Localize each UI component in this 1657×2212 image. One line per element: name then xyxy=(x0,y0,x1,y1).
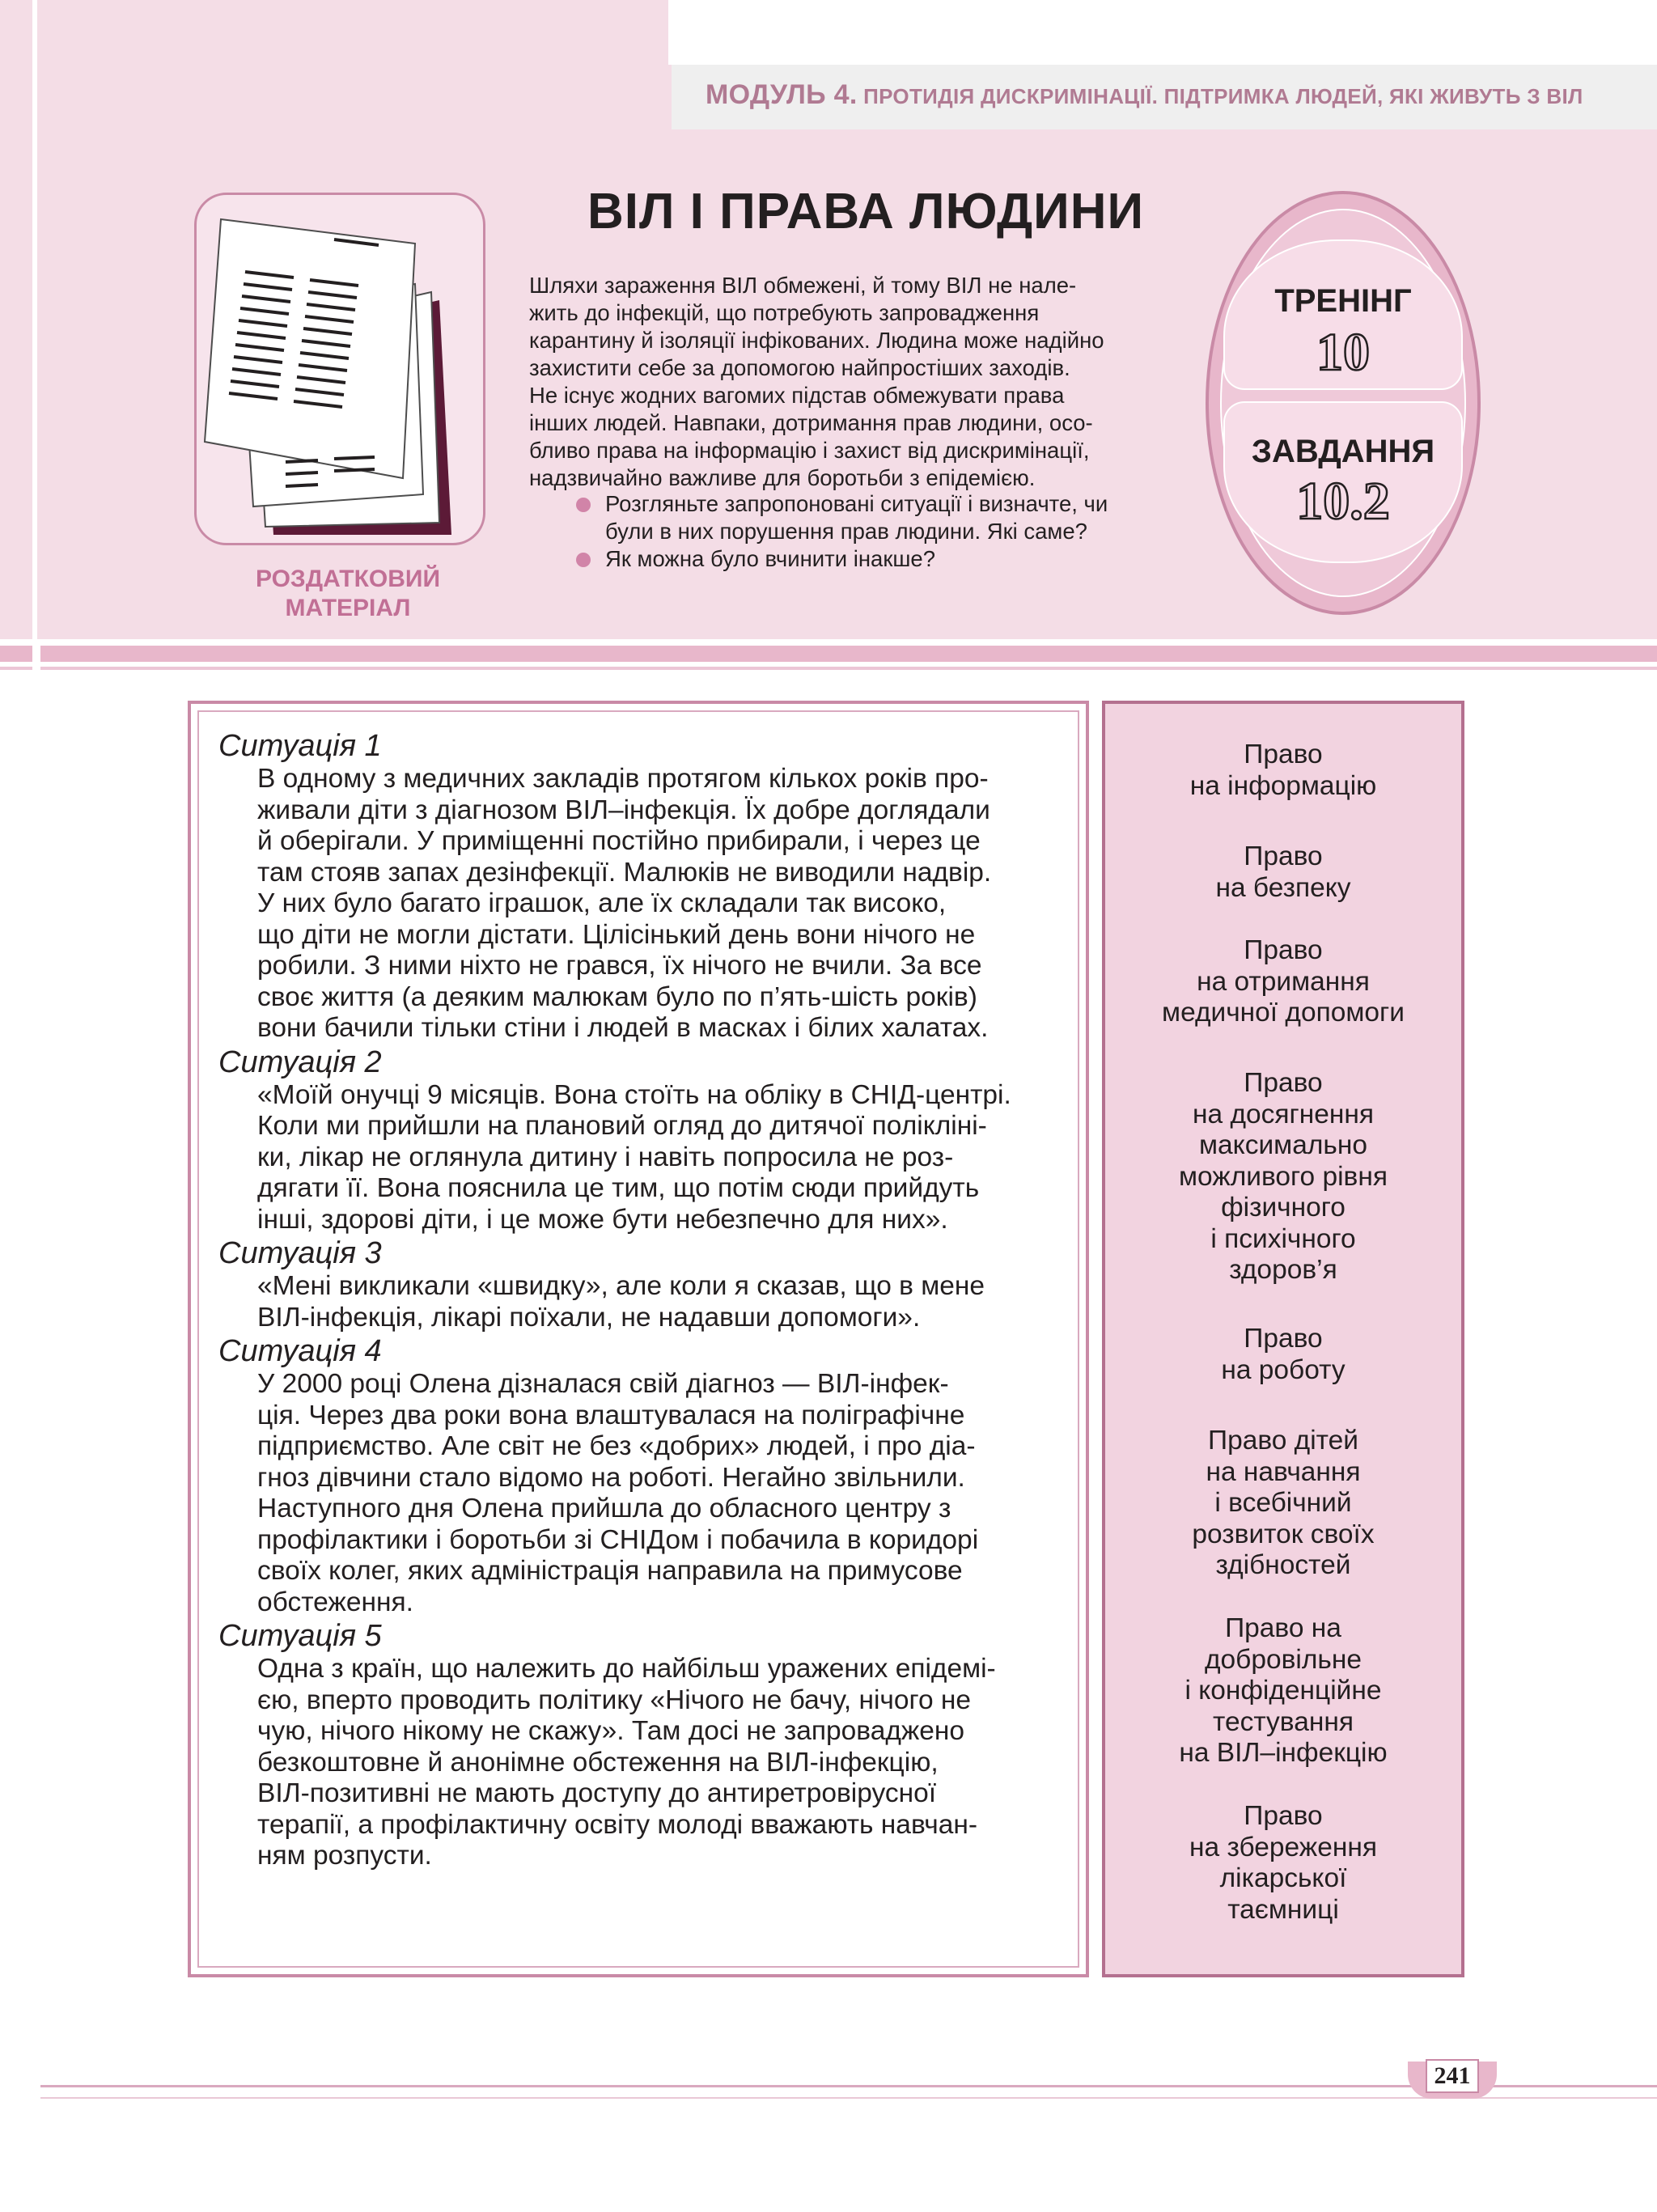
divider-stripe xyxy=(0,667,1657,670)
margin-rule xyxy=(32,0,37,639)
situation-5 xyxy=(218,1618,1055,1872)
situation-line: вони бачили тільки стіни і людей в масках і білих халатах. xyxy=(257,1013,989,1043)
right-line: і конфіденційне xyxy=(1184,1676,1382,1706)
situation-line: своїх колег, яких адміністрація направила на примусове xyxy=(257,1556,963,1586)
situation-line: обстеження. xyxy=(257,1587,413,1617)
situation-line: У 2000 році Олена дізналася свій діагноз — ВІЛ-інфек- xyxy=(257,1369,949,1399)
right-line: Право xyxy=(1244,1324,1323,1354)
right-line: Право xyxy=(1244,1801,1323,1831)
handout-label-line1: РОЗДАТКОВИЙ xyxy=(255,566,441,592)
handout-label xyxy=(186,565,510,623)
intro-line: інших людей. Навпаки, дотримання прав людини, осо- xyxy=(529,410,1093,435)
intro-line: жить до інфекцій, що потребують запровадження xyxy=(529,300,1040,325)
page-title: ВІЛ І ПРАВА ЛЮДИНИ xyxy=(587,184,1145,239)
right-line: і психічного xyxy=(1210,1223,1356,1254)
task-number: 10.2 xyxy=(1296,472,1390,531)
situation-2 xyxy=(218,1045,1055,1236)
situation-3 xyxy=(218,1235,1055,1333)
right-item xyxy=(1105,1613,1461,1769)
bullet-line: були в них порушення прав людини. Які саме? xyxy=(605,519,1087,544)
module-prefix: МОДУЛЬ 4. xyxy=(706,79,858,110)
right-item xyxy=(1105,1324,1461,1386)
right-line: таємниці xyxy=(1227,1894,1339,1925)
situation-line: ВІЛ-позитивні не мають доступу до антиретровірусної xyxy=(257,1778,937,1808)
margin-rule xyxy=(668,0,673,65)
situations-list xyxy=(218,728,1055,1872)
header-band-cutout xyxy=(672,0,1657,65)
right-item xyxy=(1105,1068,1461,1286)
situation-line: профілактики і боротьби зі СНІДом і побачила в коридорі xyxy=(257,1524,979,1555)
module-heading xyxy=(706,79,1583,111)
situation-heading: Ситуація 4 xyxy=(218,1334,382,1368)
right-line: можливого рівня xyxy=(1179,1161,1388,1192)
handout-label-line2: МАТЕРІАЛ xyxy=(285,595,411,621)
situation-line: єю, вперто проводить політику «Нічого не бачу, нічого не xyxy=(257,1684,972,1715)
intro-line: карантину й ізоляції інфікованих. Людина може надійно xyxy=(529,328,1104,353)
intro-line: Не існує жодних вагомих підстав обмежувати права xyxy=(529,383,1065,408)
right-line: Право дітей xyxy=(1207,1426,1358,1456)
situation-line: своє життя (а деяким малюкам було по п’ять-шість років) xyxy=(257,981,977,1012)
situation-line: безкоштовне й анонімне обстеження на ВІЛ-інфекцію, xyxy=(257,1747,939,1778)
bullet-dot-icon xyxy=(576,553,591,567)
right-line: на роботу xyxy=(1221,1354,1346,1385)
stripe-gap xyxy=(32,639,40,672)
task-label: ЗАВДАННЯ xyxy=(1251,434,1435,469)
situation-heading: Ситуація 2 xyxy=(218,1045,382,1079)
situation-line: підприємство. Але світ не без «добрих» людей, і про діа- xyxy=(257,1431,976,1461)
right-line: розвиток своїх xyxy=(1192,1519,1375,1549)
right-item xyxy=(1105,935,1461,1029)
situation-line: ція. Через два роки вона влаштувалася на поліграфічне xyxy=(257,1400,965,1430)
intro-text xyxy=(529,272,1180,492)
situation-line: ки, лікар не оглянула дитину і навіть попросила не роз- xyxy=(257,1142,954,1172)
situation-line: ням розпусти. xyxy=(257,1841,432,1871)
situation-heading: Ситуація 1 xyxy=(218,729,382,763)
situation-line: Коли ми прийшли на плановий огляд до дитячої полікліні- xyxy=(257,1111,987,1141)
right-line: здоров’я xyxy=(1229,1255,1337,1285)
right-line: здібностей xyxy=(1215,1550,1351,1580)
right-line: на отримання xyxy=(1197,966,1370,997)
situation-line: дягати її. Вона пояснила це тим, що потім сюди прийдуть xyxy=(257,1173,980,1203)
bullet-dot-icon xyxy=(576,498,591,512)
task-bullets xyxy=(574,490,1189,573)
situation-heading: Ситуація 3 xyxy=(218,1236,382,1270)
situation-heading: Ситуація 5 xyxy=(218,1619,382,1653)
right-line: максимально xyxy=(1199,1130,1367,1160)
right-item xyxy=(1105,1426,1461,1582)
divider-stripe xyxy=(0,646,1657,662)
right-item xyxy=(1105,1801,1461,1926)
situation-line: «Мені викликали «швидку», але коли я сказав, що в мене xyxy=(257,1271,985,1301)
right-line: Право на xyxy=(1225,1613,1341,1643)
situation-line: ВІЛ-інфекція, лікарі поїхали, не надавши допомоги». xyxy=(257,1302,921,1333)
right-line: тестування xyxy=(1212,1706,1354,1737)
situation-line: У них було багато іграшок, але їх складали так високо, xyxy=(257,888,947,918)
situation-4 xyxy=(218,1333,1055,1618)
intro-line: надзвичайно важливе для боротьби з епідемією. xyxy=(529,465,1036,490)
right-line: на навчання xyxy=(1206,1456,1361,1487)
situation-line: там стояв запах дезінфекції. Малюків не виводили надвір. xyxy=(257,857,992,888)
intro-line: бливо права на інформацію і захист від дискримінації, xyxy=(529,438,1090,463)
training-label: ТРЕНІНГ xyxy=(1274,283,1412,319)
handout-icon-frame xyxy=(194,193,485,545)
right-line: фізичного xyxy=(1221,1193,1346,1223)
situation-line: чую, нічого нікому не скажу». Там досі не запроваджено xyxy=(257,1716,965,1746)
intro-line: захистити себе за допомогою найпростіших заходів. xyxy=(529,355,1070,380)
right-line: Право xyxy=(1244,935,1323,965)
right-line: медичної допомоги xyxy=(1162,998,1405,1028)
footer-rule xyxy=(40,2097,1657,2099)
bullet-line: Розгляньте запропоновані ситуації і визначте, чи xyxy=(605,491,1108,516)
situation-line: робили. З ними ніхто не грався, їх нічого не вчили. За все xyxy=(257,951,982,981)
intro-line: Шляхи зараження ВІЛ обмежені, й тому ВІЛ не нале- xyxy=(529,273,1077,298)
situation-line: що діти не могли дістати. Цілісінький день вони нічого не xyxy=(257,919,976,950)
situation-line: «Моїй онучці 9 місяців. Вона стоїть на обліку в СНІД-центрі. xyxy=(257,1079,1011,1110)
situation-1 xyxy=(218,728,1055,1045)
right-line: Право xyxy=(1244,841,1323,871)
situation-line: терапії, а профілактичну освіту молоді вважають навчан- xyxy=(257,1809,977,1840)
situation-line: гноз дівчини стало відомо на роботі. Негайно звільнили. xyxy=(257,1462,965,1493)
right-line: Право xyxy=(1244,739,1323,769)
situation-line: живали діти з діагнозом ВІЛ–інфекція. Їх добре доглядали xyxy=(257,795,990,825)
situation-line: Одна з країн, що належить до найбільш уражених епідемі- xyxy=(257,1654,996,1684)
right-line: Право xyxy=(1244,1068,1323,1098)
module-title: ПРОТИДІЯ ДИСКРИМІНАЦІЇ. ПІДТРИМКА ЛЮДЕЙ, ЯКІ ЖИВУТЬ З ВІЛ xyxy=(863,84,1583,108)
right-line: на збереження xyxy=(1189,1832,1377,1862)
page-number: 241 xyxy=(1426,2059,1479,2093)
bullet-item xyxy=(574,545,1189,573)
right-line: і всебічний xyxy=(1214,1488,1352,1518)
right-line: на ВІЛ–інфекцію xyxy=(1179,1738,1388,1768)
situation-line: й оберігали. У приміщенні постійно прибирали, і через це xyxy=(257,826,981,856)
document-stack-icon xyxy=(197,195,483,543)
right-item xyxy=(1105,841,1461,904)
situation-line: інші, здорові діти, і це може бути небезпечно для них». xyxy=(257,1204,948,1235)
situation-line: В одному з медичних закладів протягом кількох років про- xyxy=(257,764,989,794)
right-line: на безпеку xyxy=(1215,872,1351,903)
bullet-line: Як можна було вчинити інакше? xyxy=(605,546,936,571)
right-line: лікарської xyxy=(1219,1863,1347,1893)
right-line: добровільне xyxy=(1205,1644,1362,1675)
right-item xyxy=(1105,739,1461,802)
training-number: 10 xyxy=(1316,323,1370,382)
bullet-item xyxy=(574,490,1189,545)
situation-line: Наступного дня Олена прийшла до обласного центру з xyxy=(257,1494,951,1523)
right-line: на інформацію xyxy=(1189,770,1377,801)
right-line: на досягнення xyxy=(1193,1099,1374,1129)
